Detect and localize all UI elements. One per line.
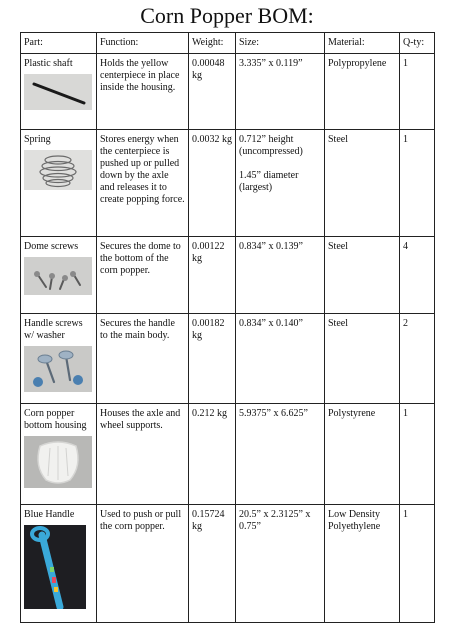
weight-cell: 0.15724 kg [189, 505, 236, 623]
qty-cell: 1 [400, 404, 435, 505]
material-cell: Polystyrene [325, 404, 400, 505]
function-cell: Secures the dome to the bottom of the corn popper. [97, 237, 189, 314]
table-row [21, 130, 435, 237]
part-name: Corn popper bottom housing [24, 408, 87, 431]
qty-cell: 2 [400, 314, 435, 404]
size-cell: 5.9375” x 6.625” [236, 404, 325, 505]
table-row [21, 237, 435, 314]
function-cell: Stores energy when the centerpiece is pushed up or pulled down by the axle and releases it to create popping force. [97, 130, 189, 237]
material-cell: Polypropylene [325, 54, 400, 130]
part-cell [21, 505, 97, 623]
qty-cell: 1 [400, 130, 435, 237]
handle-screws-photo [24, 346, 92, 392]
part-cell [21, 404, 97, 505]
table-row [21, 404, 435, 505]
size-cell: 0.834” x 0.140” [236, 314, 325, 404]
size-cell [236, 130, 325, 237]
document-title: Corn Popper BOM: [140, 3, 314, 28]
header-size: Size: [236, 33, 325, 54]
weight-cell: 0.212 kg [189, 404, 236, 505]
weight-cell: 0.00048 kg [189, 54, 236, 130]
blue-handle-photo [24, 525, 92, 609]
material-cell: Steel [325, 237, 400, 314]
function-cell: Secures the handle to the main body. [97, 314, 189, 404]
size-cell: 20.5” x 2.3125” x 0.75” [236, 505, 325, 623]
size-height: 0.712” height (uncompressed) [239, 134, 303, 157]
bottom-housing-photo [24, 436, 92, 488]
header-qty: Q-ty: [400, 33, 435, 54]
qty-cell: 4 [400, 237, 435, 314]
size-cell: 3.335” x 0.119” [236, 54, 325, 130]
material-cell: Steel [325, 314, 400, 404]
header-part: Part: [21, 33, 97, 54]
qty-cell: 1 [400, 54, 435, 130]
size-cell: 0.834” x 0.139” [236, 237, 325, 314]
part-cell [21, 130, 97, 237]
header-function: Function: [97, 33, 189, 54]
material-cell: Steel [325, 130, 400, 237]
table-row [21, 505, 435, 623]
header-material: Material: [325, 33, 400, 54]
part-name: Blue Handle [24, 509, 75, 520]
spring-photo [24, 150, 92, 190]
material-cell: Low Density Polyethylene [325, 505, 400, 623]
function-cell: Used to push or pull the corn popper. [97, 505, 189, 623]
part-cell [21, 54, 97, 130]
size-diameter: 1.45” diameter (largest) [239, 170, 299, 193]
weight-cell: 0.0032 kg [189, 130, 236, 237]
table-row [21, 314, 435, 404]
function-cell: Holds the yellow centerpiece in place inside the housing. [97, 54, 189, 130]
table-row [21, 54, 435, 130]
dome-screws-photo [24, 257, 92, 295]
plastic-shaft-photo [24, 74, 92, 110]
bom-table [20, 32, 435, 623]
header-weight: Weight: [189, 33, 236, 54]
part-cell [21, 314, 97, 404]
part-name: Dome screws [24, 241, 79, 252]
part-name: Handle screws w/ washer [24, 318, 83, 341]
qty-cell: 1 [400, 505, 435, 623]
table-header-row [21, 33, 435, 54]
part-cell [21, 237, 97, 314]
weight-cell: 0.00182 kg [189, 314, 236, 404]
weight-cell: 0.00122 kg [189, 237, 236, 314]
part-name: Plastic shaft [24, 58, 73, 69]
part-name: Spring [24, 134, 51, 145]
function-cell: Houses the axle and wheel supports. [97, 404, 189, 505]
